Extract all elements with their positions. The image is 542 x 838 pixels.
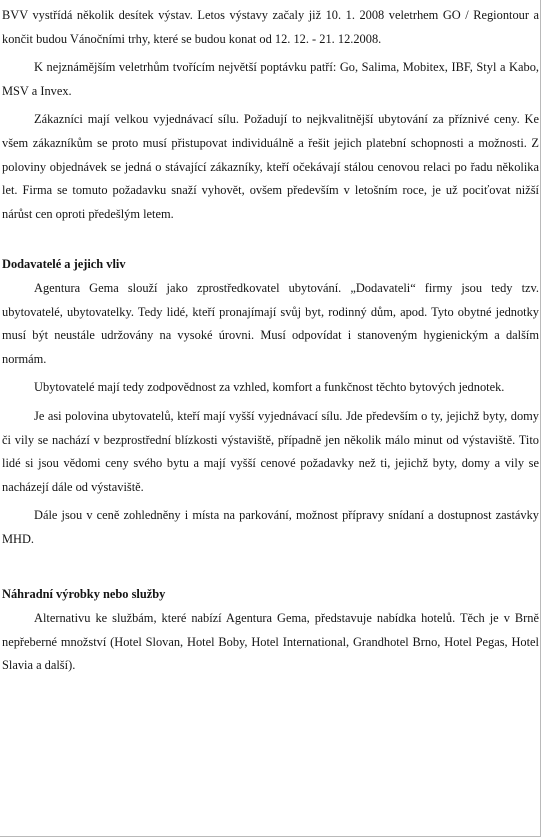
paragraph: Ubytovatelé mají tedy zodpovědnost za vzhled, komfort a funkčnost těchto bytových jednotek. xyxy=(34,380,505,395)
spacer xyxy=(2,556,539,583)
spacer xyxy=(2,231,539,253)
section-heading: Dodavatelé a jejich vliv xyxy=(2,257,126,272)
paragraph: Agentura Gema slouží jako zprostředkovatel ubytování. „Dodavateli“ firmy jsou tedy tzv. ubytovatelé, ubytovatelky. Tedy lidé, kteří pronajímají svůj byt, rodinný dům, apod. Tyto obytné jednotky musí být neustále udržovány na vysoké úrovni. Musí odpovídat i stanoveným hygienickým a dalším normám. xyxy=(2,280,539,366)
paragraph: Je asi polovina ubytovatelů, kteří mají vyšší vyjednávací sílu. Jde především o ty, jejichž byty, domy či vily se nachází v bezprostřední blízkosti výstaviště, případně jen několik málo minut od výstaviště. Tito lidé si jsou vědomi ceny svého bytu a mají vyšší cenové požadavky než ti, jejichž byty, domy a vily se nacházejí dále od výstaviště. xyxy=(2,408,539,494)
document-body xyxy=(2,4,539,683)
paragraph: Dále jsou v ceně zohledněny i místa na parkování, možnost přípravy snídaní a dostupnost zastávky MHD. xyxy=(2,508,539,546)
paragraph: K nejznámějším veletrhům tvořícím největší poptávku patří: Go, Salima, Mobitex, IBF, Styl a Kabo, MSV a Invex. xyxy=(2,60,539,98)
paragraph: Zákazníci mají velkou vyjednávací sílu. Požadují to nejkvalitnější ubytování za příznivé ceny. Ke všem zákazníkům se proto musí přistupovat individuálně a řešit jejich platební schopnosti a možnosti. Z poloviny objednávek se jedná o stávající zákazníky, kteří očekávají stálou cenovou relaci po řadu několika let. Firma se tomuto požadavku snaží vyhovět, ovšem především v letošním roce, je už pociťovat nižší nárůst cen oproti předešlým letem. xyxy=(2,112,539,221)
section-heading: Náhradní výrobky nebo služby xyxy=(2,587,166,602)
paragraph: BVV vystřídá několik desítek výstav. Letos výstavy začaly již 10. 1. 2008 veletrhem GO / Regiontour a končit budou Vánočními trhy, které se budou konat od 12. 12. - 21. 12.2008. xyxy=(2,8,539,46)
paragraph: Alternativu ke službám, které nabízí Agentura Gema, představuje nabídka hotelů. Těch je v Brně nepřeberné množství (Hotel Slovan, Hotel Boby, Hotel International, Grandhotel Brno, Hotel Pegas, Hotel Slavia a další). xyxy=(2,611,539,673)
